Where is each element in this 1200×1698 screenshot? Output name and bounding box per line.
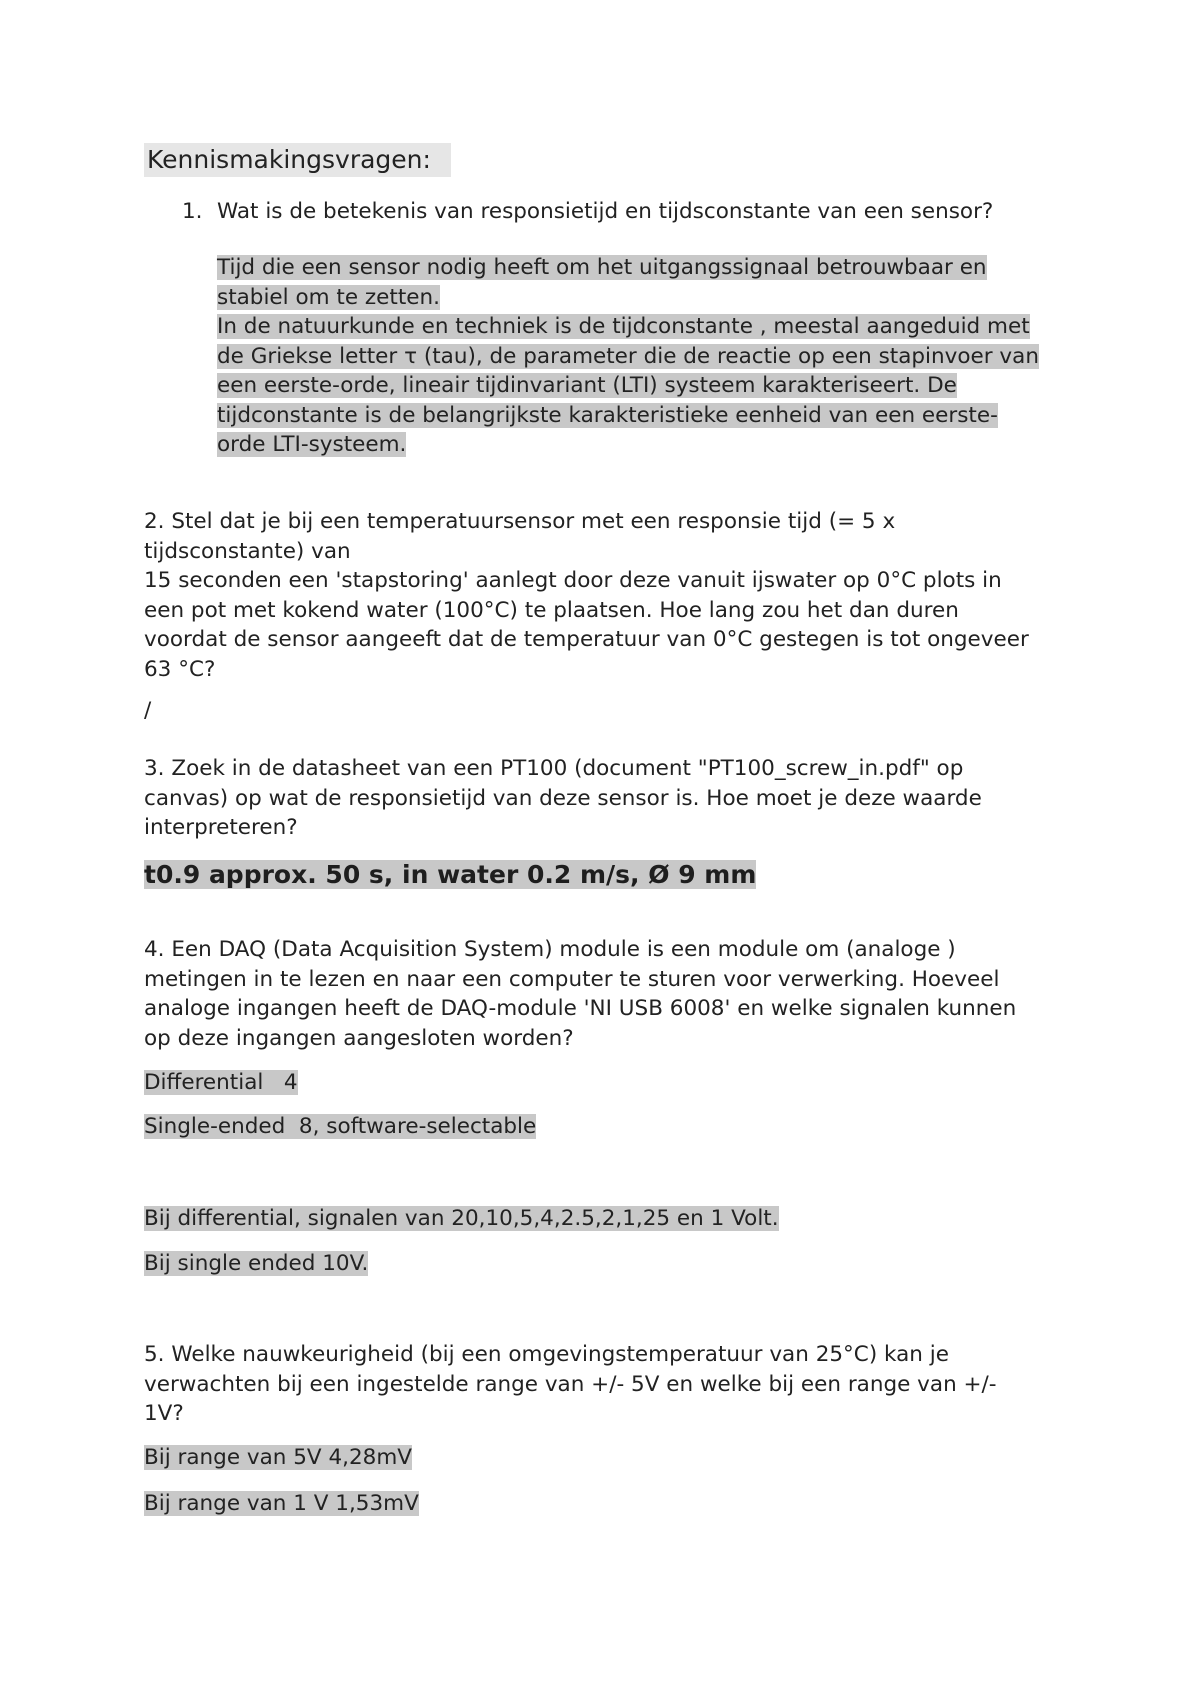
answer-4-single-ended-signals-text: Bij single ended 10V. (144, 1251, 369, 1276)
question-1-text: Wat is de betekenis van responsietijd en tijdsconstante van een sensor? (217, 199, 994, 224)
question-2-line: tijdsconstante) van (144, 538, 351, 564)
answer-4-differential (144, 1068, 298, 1098)
question-2-line: een pot met kokend water (100°C) te plaatsen. Hoe lang zou het dan duren (144, 597, 959, 623)
answer-1-line: tijdconstante is de belangrijkste karakteristieke eenheid van een eerste- (217, 402, 998, 428)
answer-5-range-5v (144, 1443, 412, 1473)
page-title: Kennismakingsvragen: (144, 143, 451, 177)
question-3-line: interpreteren? (144, 815, 298, 840)
question-2-line: 63 °C? (144, 656, 216, 682)
question-3 (144, 754, 1074, 843)
answer-4-differential-text: Differential 4 (144, 1070, 298, 1095)
question-4 (144, 935, 1074, 1053)
answer-5-range-1v-text: Bij range van 1 V 1,53mV (144, 1491, 419, 1516)
question-5 (144, 1340, 1074, 1429)
answer-1-line: stabiel om te zetten. (217, 284, 440, 310)
answer-1-line: Tijd die een sensor nodig heeft om het uitgangssignaal betrouwbaar en (217, 255, 987, 280)
question-3-line: 3. Zoek in de datasheet van een PT100 (document "PT100_screw_in.pdf" op (144, 756, 964, 781)
question-1-answer (217, 253, 1077, 460)
question-2-line: 15 seconden een 'stapstoring' aanlegt door deze vanuit ijswater op 0°C plots in (144, 568, 1002, 593)
question-2-answer: / (144, 698, 152, 723)
answer-4-single-ended-signals (144, 1249, 368, 1279)
question-3-answer (144, 858, 756, 892)
question-4-line: 4. Een DAQ (Data Acquisition System) module is een module om (analoge ) (144, 937, 956, 962)
answer-1-line: In de natuurkunde en techniek is de tijdconstante , meestal aangeduid met (217, 314, 1030, 339)
question-2 (144, 507, 1074, 684)
answer-4-single-ended-text: Single-ended 8, software-selectable (144, 1114, 537, 1139)
answer-5-range-5v-text: Bij range van 5V 4,28mV (144, 1445, 412, 1470)
question-1-number: 1. (182, 199, 203, 224)
question-4-line: op deze ingangen aangesloten worden? (144, 1025, 574, 1051)
answer-4-differential-signals-text: Bij differential, signalen van 20,10,5,4,2.5,2,1,25 en 1 Volt. (144, 1206, 779, 1231)
question-5-line: verwachten bij een ingestelde range van +/- 5V en welke bij een range van +/- (144, 1371, 997, 1397)
question-3-answer-text: t0.9 approx. 50 s, in water 0.2 m/s, Ø 9 mm (144, 860, 757, 889)
answer-4-single-ended (144, 1112, 536, 1142)
question-4-line: analoge ingangen heeft de DAQ-module 'NI USB 6008' en welke signalen kunnen (144, 996, 1017, 1021)
answer-5-range-1v (144, 1489, 419, 1519)
question-5-line: 5. Welke nauwkeurigheid (bij een omgevingstemperatuur van 25°C) kan je (144, 1342, 949, 1367)
question-2-line: voordat de sensor aangeeft dat de temperatuur van 0°C gestegen is tot ongeveer (144, 627, 1029, 652)
answer-4-differential-signals (144, 1204, 779, 1234)
answer-1-line: de Griekse letter τ (tau), de parameter die de reactie op een stapinvoer van (217, 343, 1039, 369)
answer-1-line: een eerste-orde, lineair tijdinvariant (LTI) systeem karakteriseert. De (217, 373, 957, 398)
question-5-line: 1V? (144, 1401, 184, 1426)
question-4-line: metingen in te lezen en naar een computer te sturen voor verwerking. Hoeveel (144, 966, 1000, 992)
question-3-line: canvas) op wat de responsietijd van deze sensor is. Hoe moet je deze waarde (144, 785, 982, 811)
question-2-line: 2. Stel dat je bij een temperatuursensor met een responsie tijd (= 5 x (144, 509, 896, 534)
answer-1-line: orde LTI-systeem. (217, 432, 407, 457)
